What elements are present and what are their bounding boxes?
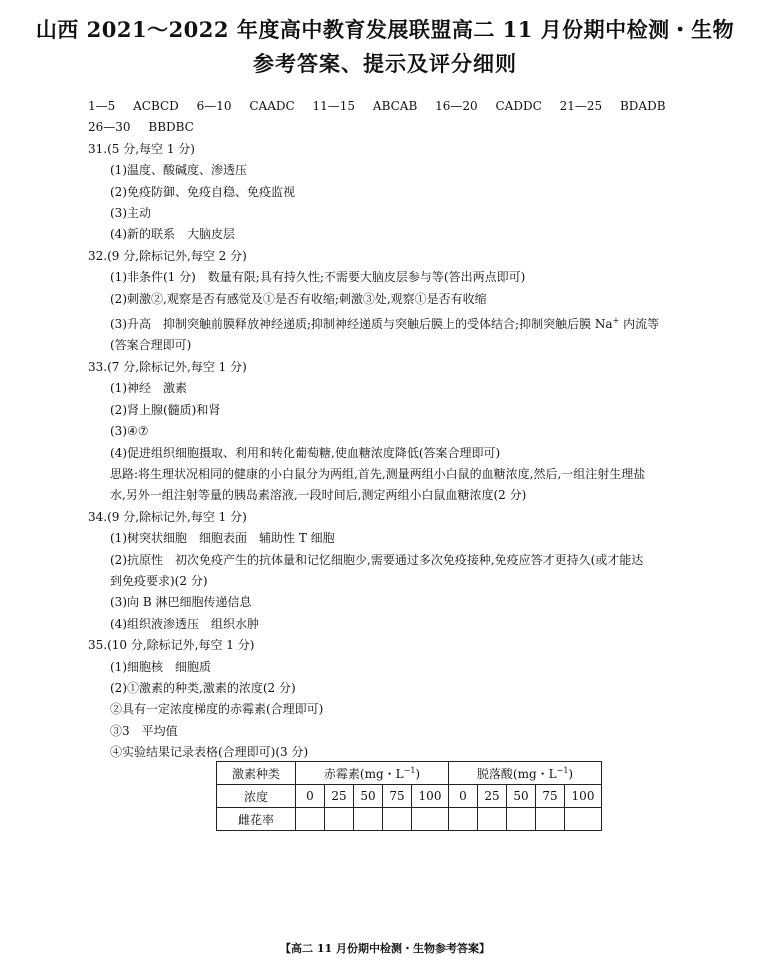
table-header-gibberellin: 赤霉素(mg・$L^{-1}$) xyxy=(296,762,449,785)
q34-answer: 到免疫要求)(2 分) xyxy=(110,573,208,588)
table-row-label: 雌花率 xyxy=(217,808,296,831)
table-cell: 25 xyxy=(325,785,354,808)
table-cell: 100 xyxy=(412,785,449,808)
q31-answer: (2)免疫防御、免疫自稳、免疫监视 xyxy=(110,184,295,199)
q33-idea: 水,另外一组注射等量的胰岛素溶液,一段时间后,测定两组小白鼠血糖浓度(2 分) xyxy=(110,488,527,503)
table-cell xyxy=(478,808,507,831)
q35-answer: ②具有一定浓度梯度的赤霉素(合理即可) xyxy=(110,702,324,717)
q33-answer: (2)肾上腺(髓质)和肾 xyxy=(110,402,221,417)
q33-answer: (3)④⑦ xyxy=(110,424,149,439)
table-cell: 75 xyxy=(536,785,565,808)
q33-answer: (1)神经 激素 xyxy=(110,381,187,396)
table-cell: 0 xyxy=(296,785,325,808)
q33-head: 33.(7 分,除标记外,每空 1 分) xyxy=(88,359,247,374)
q31-answer: (1)温度、酸碱度、渗透压 xyxy=(110,163,247,178)
q35-head: 35.(10 分,除标记外,每空 1 分) xyxy=(88,638,255,653)
table-cell xyxy=(383,808,412,831)
table-cell xyxy=(507,808,536,831)
page-footer: 【高二 11 月份期中检测・生物参考答案】 xyxy=(280,942,490,955)
q35-answer: (2)①激素的种类,激素的浓度(2 分) xyxy=(110,680,296,695)
result-record-table xyxy=(216,761,602,831)
answer-content xyxy=(88,96,728,764)
table-cell xyxy=(449,808,478,831)
table-header-kind: 激素种类 xyxy=(217,762,296,785)
q34-answer: (3)向 B 淋巴细胞传递信息 xyxy=(110,595,252,610)
table-cell xyxy=(412,808,449,831)
q33-answer: (4)促进组织细胞摄取、利用和转化葡萄糖,使血糖浓度降低(答案合理即可) xyxy=(110,445,501,460)
q31-head: 31.(5 分,每空 1 分) xyxy=(88,141,195,156)
table-cell xyxy=(536,808,565,831)
q35-answer: (1)细胞核 细胞质 xyxy=(110,659,211,674)
q31-answer: (4)新的联系 大脑皮层 xyxy=(110,227,235,242)
q34-answer: (4)组织液渗透压 组织水肿 xyxy=(110,616,259,631)
doc-subtitle: 参考答案、提示及评分细则 xyxy=(253,51,517,76)
table-cell xyxy=(565,808,602,831)
q34-answer: (2)抗原性 初次免疫产生的抗体量和记忆细胞少,需要通过多次免疫接种,免疫应答才更持久(或才能达 xyxy=(110,552,644,567)
doc-title: 山西 2021～2022 年度高中教育发展联盟高二 11 月份期中检测・生物 xyxy=(35,17,735,42)
q32-answer: (答案合理即可) xyxy=(110,338,192,353)
table-cell: 100 xyxy=(565,785,602,808)
q31-answer: (3)主动 xyxy=(110,206,151,221)
table-header-abscisic: 脱落酸(mg・$L^{-1}$) xyxy=(449,762,602,785)
q32-answer: (3)升高 抑制突触前膜释放神经递质;抑制神经递质与突触后膜上的受体结合;抑制突触后膜 Na+ 内流等 xyxy=(110,316,660,332)
table-row-label: 浓度 xyxy=(217,785,296,808)
table-cell xyxy=(296,808,325,831)
table-cell: 0 xyxy=(449,785,478,808)
q32-head: 32.(9 分,除标记外,每空 2 分) xyxy=(88,248,247,263)
q32-answer: (1)非条件(1 分) 数量有限;具有持久性;不需要大脑皮层参与等(答出两点即可) xyxy=(110,270,526,285)
q35-answer: ④实验结果记录表格(合理即可)(3 分) xyxy=(110,745,309,760)
mc-answers-row2: 26—30 BBDBC xyxy=(88,120,194,135)
table-cell: 25 xyxy=(478,785,507,808)
table-cell: 75 xyxy=(383,785,412,808)
table-cell xyxy=(354,808,383,831)
q32-answer: (2)刺激②,观察是否有感觉及①是否有收缩;刺激③处,观察①是否有收缩 xyxy=(110,291,487,306)
mc-answers-row1: 1—5 ACBCD 6—10 CAADC 11—15 ABCAB 16—20 CADDC 21—25 BDADB xyxy=(88,99,666,113)
table-row xyxy=(217,808,602,831)
table-cell xyxy=(325,808,354,831)
q33-idea: 思路:将生理状况相同的健康的小白鼠分为两组,首先,测量两组小白鼠的血糖浓度,然后,一组注射生理盐 xyxy=(110,466,646,481)
table-row xyxy=(217,785,602,808)
table-cell: 50 xyxy=(354,785,383,808)
q34-answer: (1)树突状细胞 细胞表面 辅助性 T 细胞 xyxy=(110,531,335,546)
q34-head: 34.(9 分,除标记外,每空 1 分) xyxy=(88,509,247,524)
table-cell: 50 xyxy=(507,785,536,808)
q35-answer: ③3 平均值 xyxy=(110,723,178,738)
table-row xyxy=(217,762,602,785)
